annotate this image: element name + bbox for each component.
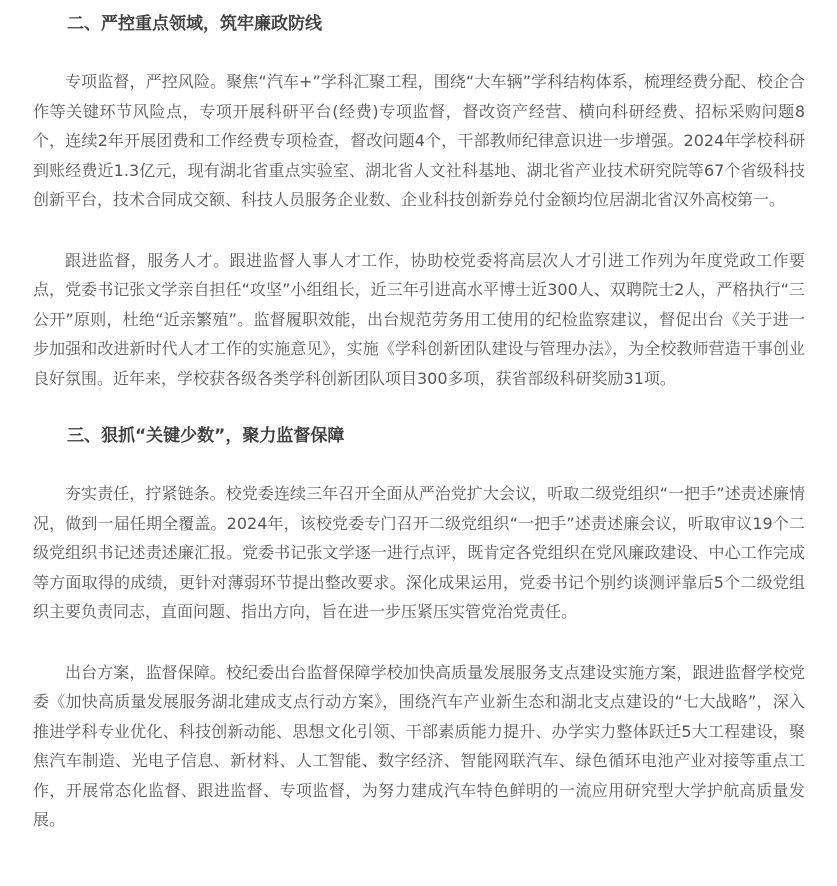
paragraph: 夯实责任，拧紧链条。校党委连续三年召开全面从严治党扩大会议，听取二级党组织“一把手”述责述廉情况，做到一届任期全覆盖。2024年，该校党委专门召开二级党组织“一把手”述责述廉会议，听取审议19个二级党组织书记述责述廉汇报。党委书记张文学逐一进行点评，既肯定各党组织在党风廉政建设、中心工作完成等方面取得的成绩，更针对薄弱环节提出整改要求。深化成果运用，党委书记个别约谈测评靠后5个二级党组织主要负责同志，直面问题、指出方向，旨在进一步压紧压实管党治党责任。	[33, 484, 805, 621]
paragraph: 出台方案，监督保障。校纪委出台监督保障学校加快高质量发展服务支点建设实施方案，跟进监督学校党委《加快高质量发展服务湖北建成支点行动方案》，围绕汽车产业新生态和湖北支点建设的“七大战略”，深入推进学科专业优化、科技创新动能、思想文化引领、干部素质能力提升、办学实力整体跃迁5大工程建设，聚焦汽车制造、光电子信息、新材料、人工智能、数字经济、智能网联汽车、绿色循环电池产业对接等重点工作，开展常态化监督、跟进监督、专项监督，为努力建成汽车特色鲜明的一流应用研究型大学护航高质量发展。	[33, 662, 805, 829]
paragraph: 跟进监督，服务人才。跟进监督人事人才工作，协助校党委将高层次人才引进工作列为年度党政工作要点，党委书记张文学亲自担任“攻坚”小组组长，近三年引进高水平博士近300人、双聘院士2人，严格执行“三公开”原则，杜绝“近亲繁殖”。监督履职效能，出台规范劳务用工使用的纪检监察建议，督促出台《关于进一步加强和改进新时代人才工作的实施意见》，实施《学科创新团队建设与管理办法》，为全校教师营造干事创业良好氛围。近年来，学校获各级各类学科创新团队项目300多项，获省部级科研奖励31项。	[33, 250, 805, 388]
section-heading-3: 三、狠抓“关键少数”，聚力监督保障	[67, 426, 345, 446]
section-heading-2: 二、严控重点领域，筑牢廉政防线	[67, 14, 322, 34]
paragraph: 专项监督，严控风险。聚焦“汽车+”学科汇聚工程，围绕“大车辆”学科结构体系，梳理经费分配、校企合作等关键环节风险点，专项开展科研平台(经费)专项监督，督改资产经营、横向科研经费、招标采购问题8个，连续2年开展团费和工作经费专项检查，督改问题4个，干部教师纪律意识进一步增强。2024年学校科研到账经费近1.3亿元，现有湖北省重点实验室、湖北省人文社科基地、湖北省产业技术研究院等67个省级科技创新平台，技术合同成交额、科技人员服务企业数、企业科技创新券兑付金额均位居湖北省汉外高校第一。	[33, 72, 805, 209]
article-page	[0, 12, 837, 886]
